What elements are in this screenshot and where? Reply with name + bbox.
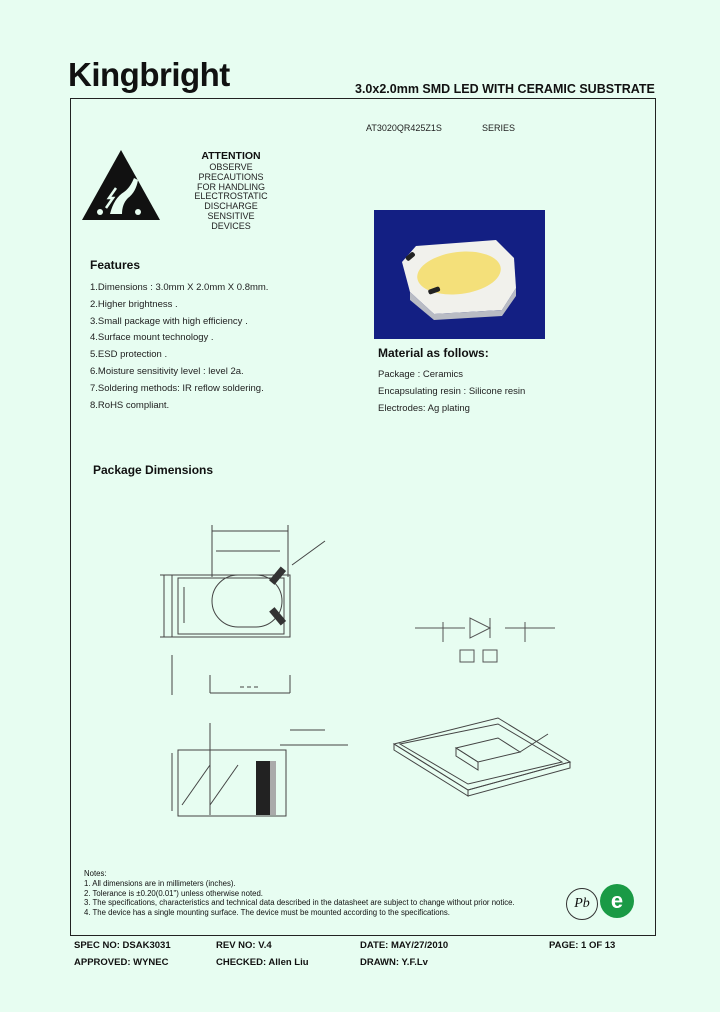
features-heading: Features [90,258,141,272]
package-dimensions-heading: Package Dimensions [93,463,214,477]
notes-block [84,869,515,918]
material-list [378,367,525,417]
feature-item: 7.Soldering methods: IR reflow soldering. [90,382,264,394]
note-item: 3. The specifications, characteristics and technical data described in the datasheet are subject to change without prior notice. [84,898,515,908]
footer-rev-no: REV NO: V.4 [216,940,272,951]
feature-item: 6.Moisture sensitivity level : level 2a. [90,365,244,377]
attention-block [176,150,286,232]
notes-title: Notes: [84,869,107,878]
company-logo: Kingbright [68,56,230,93]
feature-item: 1.Dimensions : 3.0mm X 2.0mm X 0.8mm. [90,282,269,293]
part-number: AT3020QR425Z1S [366,123,442,133]
feature-item: 3.Small package with high efficiency . [90,315,248,327]
attention-line: OBSERVE PRECAUTIONS [198,162,264,182]
features-list [90,280,268,414]
note-item: 4. The device has a single mounting surface. The device must be mounted according to the specifications. [84,908,450,918]
footer-approved: APPROVED: WYNEC [74,957,169,968]
rohs-label: e [610,888,624,913]
footer-drawn: DRAWN: Y.F.Lv [360,957,428,968]
lead-free-label: Pb [574,896,590,911]
note-item: 2. Tolerance is ±0.20(0.01") unless otherwise noted. [84,888,263,898]
led-product-photo [374,210,545,339]
feature-item: 8.RoHS compliant. [90,399,170,411]
feature-item: 5.ESD protection . [90,349,168,361]
attention-line: ELECTROSTATIC [194,191,268,202]
document-title: 3.0x2.0mm SMD LED WITH CERAMIC SUBSTRATE [355,82,655,96]
attention-line: SENSITIVE [207,210,255,221]
footer-checked: CHECKED: Allen Liu [216,957,309,968]
attention-line: FOR HANDLING [196,181,265,192]
circuit-symbol-icon [405,600,575,680]
lead-free-badge [566,888,598,920]
pcb-mounting-drawing [380,700,580,800]
package-dimension-drawing [150,515,410,825]
attention-title: ATTENTION [201,150,261,162]
attention-line: DISCHARGE [204,201,258,212]
material-item: Electrodes: Ag plating [378,402,470,414]
feature-item: 2.Higher brightness . [90,298,178,310]
material-item: Package : Ceramics [378,369,464,380]
material-item: Encapsulating resin : Silicone resin [378,385,526,397]
esd-warning-icon [80,148,162,222]
footer-date: DATE: MAY/27/2010 [360,940,449,951]
footer-spec-no: SPEC NO: DSAK3031 [74,940,171,951]
note-item: 1. All dimensions are in millimeters (inches). [84,878,236,888]
footer-page: PAGE: 1 OF 13 [549,940,616,951]
series-label: SERIES [482,123,516,133]
material-heading: Material as follows: [378,346,489,360]
attention-line: DEVICES [211,220,251,231]
rohs-badge [600,884,634,918]
feature-item: 4.Surface mount technology . [90,332,214,344]
